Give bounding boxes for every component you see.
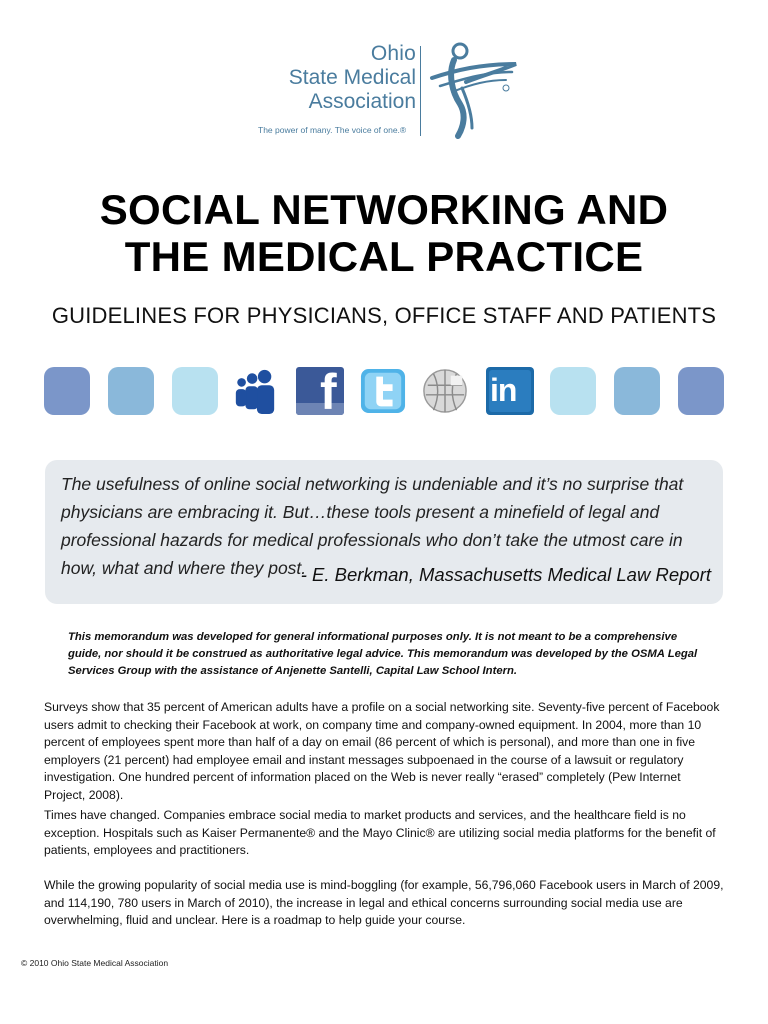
twitter-icon [360, 367, 406, 415]
logo-divider [420, 46, 421, 136]
linkedin-letters: in [490, 372, 517, 408]
body-paragraph-3: While the growing popularity of social media use is mind-boggling (for example, 56,796,060 Facebook users in March of 2009, and 114,190, 780 users in March of 2010), the increase in legal and ethical concerns surrounding social media use are overwhelming, fluid and unclear. Here is a roadmap to help guide your course. [44, 878, 724, 928]
facebook-icon [296, 367, 344, 415]
blue-square-icon [108, 367, 154, 415]
wikipedia-globe-icon [422, 367, 468, 415]
osma-logo [258, 42, 520, 142]
quote-attribution: - E. Berkman, Massachusetts Medical Law Report [300, 564, 711, 585]
document-title [0, 186, 768, 280]
myspace-icon [232, 367, 278, 415]
quote-box [45, 460, 723, 604]
blue-square-icon [172, 367, 218, 415]
logo-line-state-medical: State Medical [288, 66, 416, 89]
blue-square-icon [614, 367, 660, 415]
copyright-footer: © 2010 Ohio State Medical Association [21, 958, 169, 968]
quote-text: The usefulness of online social networking is undeniable and it’s no surprise that physicians are embracing it. But…these tools present a minefield of legal and professional hazards for medical professionals who don’t take the utmost care in how, what and where they post. [61, 474, 684, 578]
blue-square-icon [44, 367, 90, 415]
title-line-1: SOCIAL NETWORKING AND [99, 186, 669, 233]
linkedin-icon [486, 367, 534, 415]
body-paragraph-2: Times have changed. Companies embrace social media to market products and services, and the healthcare field is no exception. Hospitals such as Kaiser Permanente® and the Mayo Clinic® are utilizing social media platforms for the benefit of patients, employees and practitioners. [44, 808, 716, 858]
logo-tagline: The power of many. The voice of one.® [258, 125, 407, 135]
facebook-letter: f [320, 367, 337, 415]
logo-line-association: Association [308, 90, 416, 113]
blue-square-icon [550, 367, 596, 415]
title-line-2: THE MEDICAL PRACTICE [124, 233, 644, 280]
disclaimer: This memorandum was developed for general informational purposes only. It is not meant to be a comprehensive guide, nor should it be construed as authoritative legal advice. This memorandum was developed by the OSMA Legal Services Group with the assistance of Anjenette Santelli, Capital Law School Intern. [68, 631, 698, 677]
social-icons-row [44, 367, 724, 419]
caduceus-figure-icon [426, 42, 518, 140]
document-subtitle: GUIDELINES FOR PHYSICIANS, OFFICE STAFF AND PATIENTS [51, 303, 717, 328]
logo-wordmark [289, 42, 416, 114]
body-paragraph-1: Surveys show that 35 percent of American adults have a profile on a social networking site. Seventy-five percent of Facebook users admit to checking their Facebook at work, on company time and company-owned equipment. In 2004, more than 10 percent of employees spent more than half of a day on email (86 percent of which is personal), and more than one in five employers (21 percent) had employee email and instant messages subpoenaed in the course of a lawsuit or regulatory investigation. One hundred percent of information placed on the Web is never really “erased” completely (Pew Internet Project, 2008). [44, 700, 720, 802]
logo-line-ohio: Ohio [370, 42, 416, 65]
blue-square-icon [678, 367, 724, 415]
